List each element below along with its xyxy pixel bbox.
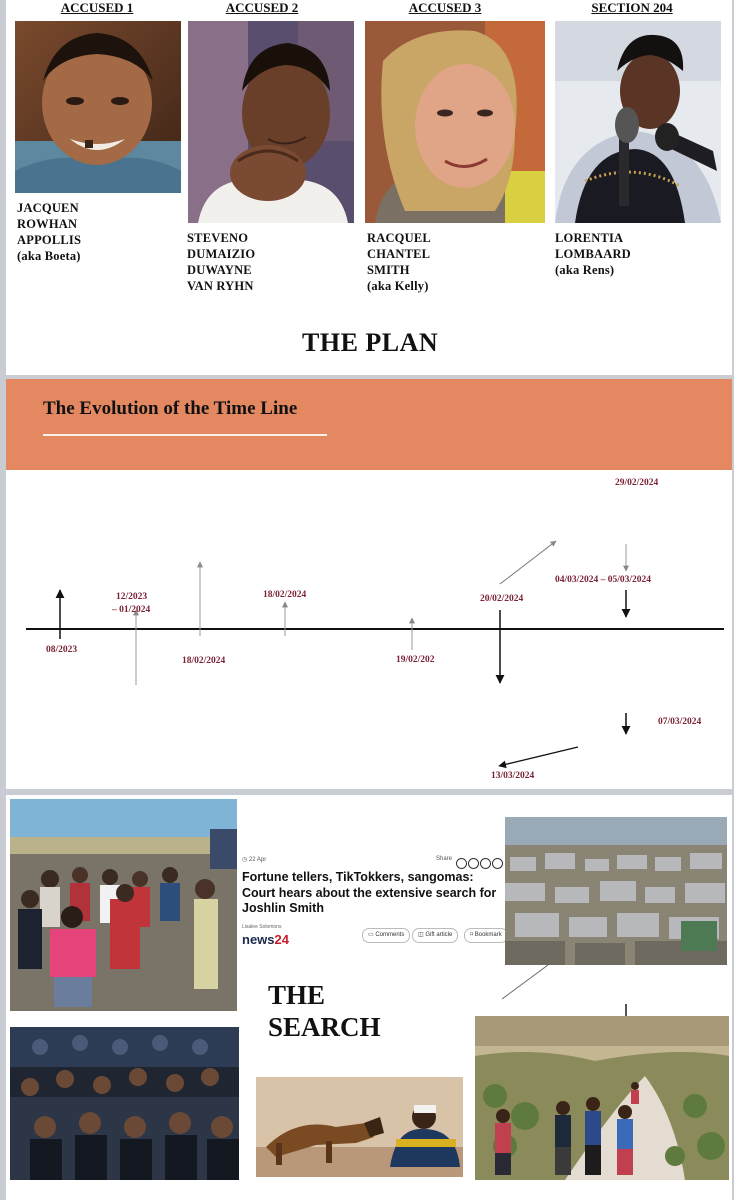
timeline-panel <box>6 379 732 789</box>
comments-button[interactable]: ▭ Comments <box>362 928 410 943</box>
name-line: CHANTEL <box>367 247 431 261</box>
accused-2-header: ACCUSED 2 <box>225 0 299 15</box>
name-line: SMITH <box>367 263 410 277</box>
label-01-2024: – 01/2024 <box>112 605 151 615</box>
name-line: (aka Boeta) <box>17 249 81 263</box>
logo-number: 24 <box>274 932 289 947</box>
label-18-02-2024-b: 18/02/2024 <box>263 590 307 600</box>
article-date: ◷ 22 Apr <box>242 857 267 863</box>
bookmark-label: Bookmark <box>474 932 502 938</box>
timeline-diagram <box>6 470 732 789</box>
label-07-03-2024: 07/03/2024 <box>658 717 702 727</box>
news24-logo <box>242 932 289 947</box>
label-29-02-2024: 29/02/2024 <box>615 478 659 488</box>
name-line: APPOLLIS <box>17 233 82 247</box>
plan-title: THE PLAN <box>302 328 439 357</box>
name-line: LORENTIA <box>555 231 624 245</box>
section-204-photo <box>555 21 721 223</box>
name-line: VAN RYHN <box>187 279 254 293</box>
accused-2-name <box>187 230 255 294</box>
accused-3-name <box>367 230 431 294</box>
section-204-header: SECTION 204 <box>591 0 673 15</box>
name-line: DUMAIZIO <box>187 247 256 261</box>
connector-line <box>496 963 556 1003</box>
label-19-02-2024: 19/02/202 <box>396 655 435 665</box>
arrow-13-03-2024 <box>499 747 578 766</box>
name-line: RACQUEL <box>367 231 431 245</box>
bookmark-button[interactable]: ⌑ Bookmark <box>464 928 508 943</box>
label-04-03-2024: 04/03/2024 – 05/03/2024 <box>555 575 652 585</box>
label-13-03-2024: 13/03/2024 <box>491 771 535 781</box>
comments-label: Comments <box>375 932 405 938</box>
arrow-diagonal-up <box>500 541 556 584</box>
name-line: STEVENO <box>187 231 249 245</box>
label-12-2023: 12/2023 <box>116 592 148 602</box>
facebook-icon[interactable] <box>468 858 479 869</box>
name-line: DUWAYNE <box>187 263 252 277</box>
search-title <box>268 979 381 1043</box>
name-line: JACQUEN <box>17 201 79 215</box>
search-panel <box>6 795 732 1200</box>
search-title-line-1: THE <box>268 980 326 1010</box>
police-salute-photo <box>10 1027 239 1180</box>
accused-1-name <box>17 200 81 264</box>
name-line: (aka Rens) <box>555 263 615 277</box>
article-date-text: 22 Apr <box>248 857 267 863</box>
label-08-2023: 08/2023 <box>46 645 78 655</box>
accused-3-header: ACCUSED 3 <box>408 0 482 15</box>
name-line: ROWHAN <box>17 217 78 231</box>
accused-1-photo <box>15 21 181 193</box>
logo-text: news <box>242 932 275 947</box>
volunteers-field-photo <box>475 1016 729 1180</box>
township-aerial-photo <box>505 817 727 965</box>
share-label: Share <box>436 856 453 862</box>
gift-article-button[interactable]: ◫ Gift article <box>412 928 458 943</box>
article-headline[interactable]: Fortune tellers, TikTokkers, sangomas: Court hears about the extensive search for Joshlin Smith <box>242 870 497 915</box>
search-dog-photo <box>256 1077 463 1177</box>
crowd-march-photo <box>10 799 237 1011</box>
news-article-card[interactable] <box>242 852 504 952</box>
accused-3-photo <box>365 21 545 223</box>
label-18-02-2024-a: 18/02/2024 <box>182 656 226 666</box>
timeline-title: The Evolution of the Time Line <box>43 398 298 419</box>
email-icon[interactable] <box>492 858 503 869</box>
search-title-line-2: SEARCH <box>268 1012 381 1042</box>
x-icon[interactable] <box>480 858 491 869</box>
article-author: Lisalee Solomons <box>242 924 282 930</box>
share-row <box>436 856 452 862</box>
accused-2-photo <box>188 21 354 223</box>
name-line: LOMBAARD <box>555 247 631 261</box>
section-204-name <box>555 230 631 278</box>
name-line: (aka Kelly) <box>367 279 429 293</box>
gift-article-label: Gift article <box>425 932 453 938</box>
label-20-02-2024: 20/02/2024 <box>480 594 524 604</box>
accused-1-header: ACCUSED 1 <box>60 0 134 15</box>
whatsapp-icon[interactable] <box>456 858 467 869</box>
timeline-banner <box>6 379 732 470</box>
accused-panel <box>6 0 732 375</box>
title-underline <box>43 434 327 436</box>
